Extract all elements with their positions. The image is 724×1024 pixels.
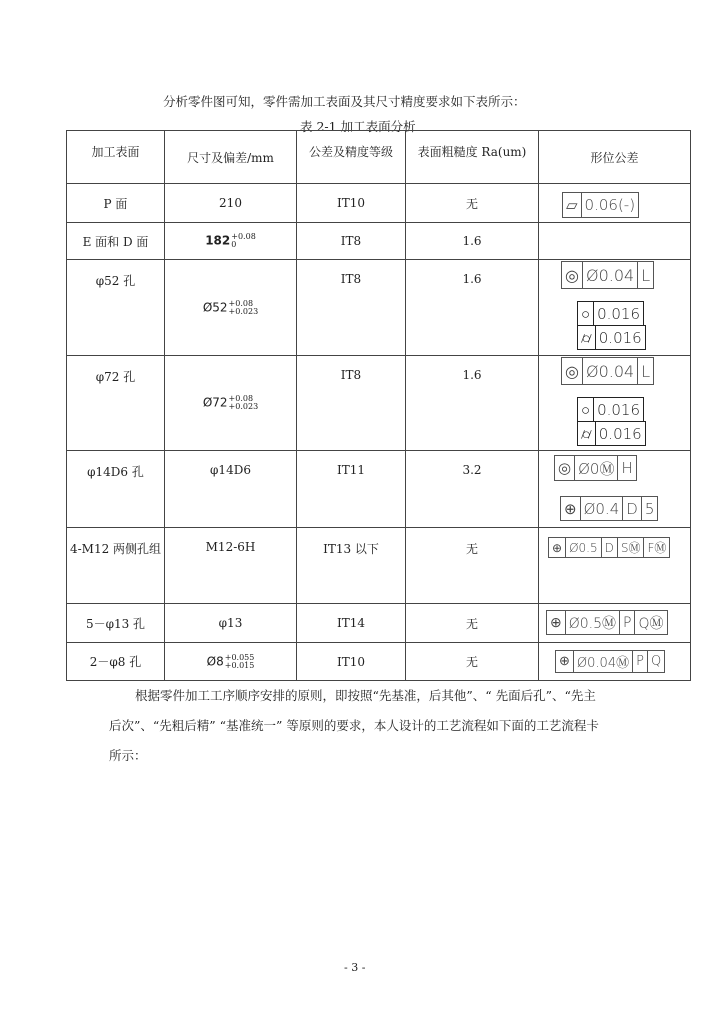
dimension-cell: M12-6H xyxy=(165,528,297,604)
flatness-frame xyxy=(563,192,639,218)
upper-deviation: +0.08 xyxy=(228,394,254,403)
dimension-cell xyxy=(165,223,297,260)
circularity-frame xyxy=(578,397,646,422)
table-header-row xyxy=(67,131,691,184)
gdt-symbol-icon: ◎ xyxy=(561,357,583,385)
gdt-symbol-icon: ⊕ xyxy=(546,610,566,635)
gdt-compartment: 0.016 xyxy=(595,421,646,446)
gdt-compartment: L xyxy=(637,261,654,289)
gdt-compartment: P xyxy=(632,650,648,673)
dimension-cell: φ13 xyxy=(165,604,297,643)
roughness-cell: 1.6 xyxy=(406,356,539,451)
gdt-compartment: Ø0.5 xyxy=(565,537,602,558)
cylindricity-frame xyxy=(578,325,646,350)
header-cell: 公差及精度等级 xyxy=(297,131,406,184)
header-cell: 形位公差 xyxy=(539,131,691,184)
dim-tolerance xyxy=(229,395,259,411)
gdt-compartment: 5 xyxy=(641,496,659,521)
gdt-symbol-icon: ▱ xyxy=(562,192,582,218)
surface-cell: P 面 xyxy=(67,184,165,223)
dimension-cell: 210 xyxy=(165,184,297,223)
roughness-cell: 无 xyxy=(406,604,539,643)
grade-cell: IT10 xyxy=(297,643,406,681)
gdt-symbol-icon: ○ xyxy=(577,301,594,326)
roughness-cell: 3.2 xyxy=(406,451,539,528)
dimension-cell xyxy=(165,260,297,356)
concentricity-frame xyxy=(562,357,654,385)
gdt-symbol-icon: ⊕ xyxy=(548,537,566,558)
position-frame xyxy=(556,650,665,673)
gdt-compartment: D xyxy=(622,496,642,521)
grade-cell: IT14 xyxy=(297,604,406,643)
lower-deviation: +0.023 xyxy=(228,402,259,411)
gdt-compartment: Ø0.04 xyxy=(582,261,638,289)
surface-cell: E 面和 D 面 xyxy=(67,223,165,260)
dim-base: Ø8 xyxy=(206,654,224,668)
gdt-symbol-icon: ⊕ xyxy=(555,650,574,673)
cylindricity-frame xyxy=(578,421,646,446)
table-caption: 表 2-1 加工表面分析 xyxy=(300,119,416,134)
surface-cell: φ52 孔 xyxy=(67,260,165,356)
gdt-compartment: D xyxy=(601,537,618,558)
gdt-compartment: P xyxy=(619,610,635,635)
gdt-compartment: FⓂ xyxy=(643,537,670,558)
dim-base: Ø52 xyxy=(202,300,228,314)
grade-cell: IT11 xyxy=(297,451,406,528)
gdt-compartment: 0.06(-) xyxy=(581,192,640,218)
gdt-compartment: Ø0.04Ⓜ xyxy=(573,650,633,673)
roughness-cell: 无 xyxy=(406,528,539,604)
surface-cell: 4-M12 两侧孔组 xyxy=(67,528,165,604)
gdt-compartment: Q xyxy=(647,650,665,673)
dim-tolerance xyxy=(225,654,255,670)
gdt-compartment: L xyxy=(637,357,654,385)
paragraph-line: 根据零件加工工序顺序安排的原则，即按照“先基准，后其他”、“ 先面后孔”、“先主 xyxy=(135,688,596,703)
lower-deviation: +0.023 xyxy=(228,306,259,316)
dim-tolerance xyxy=(231,233,256,249)
gdt-symbol-icon: ⌭ xyxy=(577,325,596,350)
header-cell: 加工表面 xyxy=(67,131,165,184)
paragraph-line: 后次”、“先粗后精” “基准统一” 等原则的要求，本人设计的工艺流程如下面的工艺流程卡 xyxy=(109,718,599,733)
gdt-compartment: QⓂ xyxy=(634,610,667,635)
roughness-cell: 1.6 xyxy=(406,223,539,260)
grade-cell: IT10 xyxy=(297,184,406,223)
dim-base: Ø72 xyxy=(202,395,228,410)
roughness-cell: 1.6 xyxy=(406,260,539,356)
dimension-cell xyxy=(165,643,297,681)
dimension-cell xyxy=(165,356,297,451)
gdt-compartment: Ø0.4 xyxy=(580,496,624,521)
gdt-symbol-icon: ◎ xyxy=(561,261,583,289)
dimension-cell: φ14D6 xyxy=(165,451,297,528)
gdt-compartment: 0.016 xyxy=(593,397,644,422)
header-cell: 表面粗糙度 Ra(um) xyxy=(406,131,539,184)
circularity-frame xyxy=(578,301,646,326)
grade-cell: IT13 以下 xyxy=(297,528,406,604)
gdt-symbol-icon: ◎ xyxy=(554,455,575,481)
position-frame xyxy=(547,610,668,635)
gdt-compartment: H xyxy=(617,455,636,481)
surface-cell: φ72 孔 xyxy=(67,356,165,451)
concentricity-frame xyxy=(562,261,654,289)
gdt-compartment: SⓂ xyxy=(617,537,645,558)
gdt-symbol-icon: ○ xyxy=(577,397,594,422)
roughness-cell: 无 xyxy=(406,184,539,223)
position-frame xyxy=(549,537,670,558)
gdt-compartment: 0.016 xyxy=(595,325,646,350)
gdt-symbol-icon: ⊕ xyxy=(560,496,581,521)
surface-cell: φ14D6 孔 xyxy=(67,451,165,528)
grade-cell: IT8 xyxy=(297,260,406,356)
gdt-compartment: Ø0.04 xyxy=(582,357,638,385)
form-tolerance-stack xyxy=(578,301,646,350)
page-number: - 3 - xyxy=(344,961,366,974)
surface-cell: 5－φ13 孔 xyxy=(67,604,165,643)
paragraph-line: 所示： xyxy=(109,748,147,763)
dim-base: 182 xyxy=(205,233,231,248)
roughness-cell: 无 xyxy=(406,643,539,681)
upper-deviation: +0.055 xyxy=(224,652,255,662)
grade-cell: IT8 xyxy=(297,223,406,260)
upper-deviation: +0.08 xyxy=(231,232,256,241)
position-frame xyxy=(561,496,658,521)
upper-deviation: +0.08 xyxy=(228,298,254,308)
lower-deviation: 0 xyxy=(231,240,237,249)
gdt-cell xyxy=(539,223,691,260)
gdt-compartment: 0.016 xyxy=(593,301,644,326)
table-row xyxy=(67,223,691,260)
surface-cell: 2－φ8 孔 xyxy=(67,643,165,681)
concentricity-frame xyxy=(555,455,637,481)
gdt-compartment: Ø0Ⓜ xyxy=(574,455,618,481)
grade-cell: IT8 xyxy=(297,356,406,451)
form-tolerance-stack xyxy=(578,397,646,446)
intro-text: 分析零件图可知，零件需加工表面及其尺寸精度要求如下表所示： xyxy=(163,94,526,109)
dim-tolerance xyxy=(229,300,259,316)
gdt-compartment: Ø0.5Ⓜ xyxy=(565,610,620,635)
gdt-symbol-icon: ⌭ xyxy=(577,421,596,446)
header-cell: 尺寸及偏差/mm xyxy=(165,131,297,184)
lower-deviation: +0.015 xyxy=(224,660,255,670)
